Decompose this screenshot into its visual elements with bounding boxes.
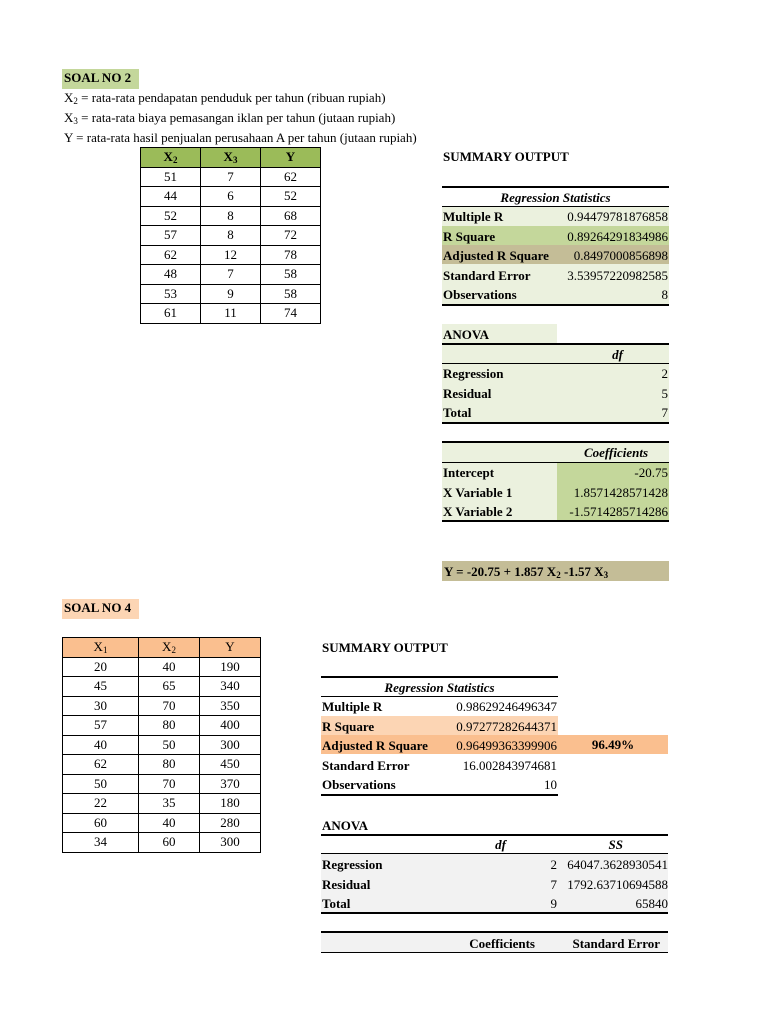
stat-value: 0.96499363399906 bbox=[456, 738, 557, 753]
anova-df: 2 bbox=[661, 366, 668, 381]
stat-value: 0.89264291834986 bbox=[567, 228, 668, 244]
stat-label: R Square bbox=[443, 228, 496, 244]
table-cell: 20 bbox=[63, 657, 139, 677]
stat-label: Adjusted R Square bbox=[322, 738, 428, 753]
table-row bbox=[141, 265, 321, 285]
stat-value: 16.002843974681 bbox=[462, 757, 557, 773]
table-cell: 22 bbox=[63, 794, 139, 814]
stat-label: Standard Error bbox=[443, 267, 531, 283]
table-cell: 40 bbox=[139, 813, 200, 833]
header-x3: $X_3$ bbox=[201, 148, 261, 168]
table-cell: 6 bbox=[201, 187, 261, 207]
table-cell: 62 bbox=[141, 245, 201, 265]
table-cell: 74 bbox=[261, 304, 321, 324]
table-row bbox=[141, 245, 321, 265]
soal4-table-body bbox=[63, 657, 261, 852]
table-cell: 58 bbox=[261, 265, 321, 285]
stat-label: Multiple R bbox=[322, 699, 383, 714]
header-y: Y bbox=[200, 638, 261, 658]
soal4-anova-title: ANOVA bbox=[322, 818, 368, 833]
table-cell: 62 bbox=[63, 755, 139, 775]
anova-label: Residual bbox=[443, 385, 492, 401]
soal2-equation: Y = -20.75 + 1.857 $X_2$ -1.57 $X_3$ bbox=[444, 564, 609, 580]
table-cell: 52 bbox=[141, 206, 201, 226]
table-row bbox=[141, 226, 321, 246]
table-row bbox=[63, 696, 261, 716]
anova-label: Total bbox=[322, 896, 351, 911]
table-cell: 52 bbox=[261, 187, 321, 207]
anova-label: Residual bbox=[322, 876, 371, 892]
soal2-title: SOAL NO 2 bbox=[64, 70, 132, 85]
soal4-anova-ss-header: SS bbox=[608, 837, 623, 852]
stat-label: Standard Error bbox=[322, 757, 410, 773]
table-cell: 9 bbox=[201, 284, 261, 304]
table-row bbox=[63, 716, 261, 736]
table-cell: 50 bbox=[63, 774, 139, 794]
table-cell: 57 bbox=[63, 716, 139, 736]
table-row bbox=[141, 167, 321, 187]
table-row bbox=[141, 206, 321, 226]
stat-label: Observations bbox=[322, 777, 396, 792]
table-cell: 34 bbox=[63, 833, 139, 853]
table-row bbox=[141, 187, 321, 207]
stat-label: Multiple R bbox=[443, 209, 504, 224]
table-cell: 400 bbox=[200, 716, 261, 736]
soal4-title: SOAL NO 4 bbox=[64, 600, 132, 615]
table-row bbox=[63, 813, 261, 833]
stat-label: R Square bbox=[322, 718, 375, 734]
header-x2: $X_2$ bbox=[141, 148, 201, 168]
table-cell: 7 bbox=[201, 265, 261, 285]
stat-value: 8 bbox=[661, 287, 668, 302]
soal2-anova-df-header: df bbox=[612, 347, 623, 362]
table-cell: 72 bbox=[261, 226, 321, 246]
anova-label: Regression bbox=[443, 366, 504, 381]
soal2-coef-header: Coefficients bbox=[583, 445, 648, 460]
table-cell: 51 bbox=[141, 167, 201, 187]
header-x1: $X_1$ bbox=[63, 638, 139, 658]
soal4-anova-df-header: df bbox=[495, 837, 506, 852]
table-cell: 40 bbox=[139, 657, 200, 677]
table-row bbox=[63, 833, 261, 853]
anova-label: Total bbox=[443, 405, 472, 420]
soal4-summary-title: SUMMARY OUTPUT bbox=[322, 640, 448, 655]
table-cell: 280 bbox=[200, 813, 261, 833]
coef-value: -1.5714285714286 bbox=[569, 504, 668, 519]
table-cell: 80 bbox=[139, 755, 200, 775]
coef-label: X Variable 1 bbox=[443, 484, 513, 500]
anova-ss: 1792.63710694588 bbox=[567, 876, 668, 892]
stat-value: 0.98629246496347 bbox=[456, 699, 557, 714]
stat-value: 0.94479781876858 bbox=[567, 209, 668, 224]
soal2-reg-stats-header: Regression Statistics bbox=[500, 190, 611, 205]
table-cell: 61 bbox=[141, 304, 201, 324]
table-cell: 78 bbox=[261, 245, 321, 265]
coef-label: X Variable 2 bbox=[443, 504, 513, 519]
anova-ss: 64047.3628930541 bbox=[567, 857, 668, 872]
soal4-coef-header: Coefficients bbox=[469, 936, 535, 951]
table-cell: 12 bbox=[201, 245, 261, 265]
coef-label: Intercept bbox=[443, 465, 495, 480]
soal2-summary-title: SUMMARY OUTPUT bbox=[443, 149, 569, 164]
table-cell: 11 bbox=[201, 304, 261, 324]
table-cell: 48 bbox=[141, 265, 201, 285]
table-cell: 60 bbox=[63, 813, 139, 833]
table-row bbox=[63, 735, 261, 755]
anova-df: 9 bbox=[550, 896, 557, 911]
anova-ss: 65840 bbox=[635, 896, 668, 911]
table-cell: 350 bbox=[200, 696, 261, 716]
table-cell: 450 bbox=[200, 755, 261, 775]
anova-df: 2 bbox=[550, 857, 557, 872]
table-row bbox=[141, 284, 321, 304]
table-cell: 30 bbox=[63, 696, 139, 716]
coef-value: -20.75 bbox=[634, 465, 668, 480]
soal4-se-header: Standard Error bbox=[572, 936, 660, 951]
table-row bbox=[63, 657, 261, 677]
table-cell: 340 bbox=[200, 677, 261, 697]
table-cell: 40 bbox=[63, 735, 139, 755]
soal2-table-body bbox=[141, 167, 321, 323]
table-cell: 7 bbox=[201, 167, 261, 187]
table-cell: 370 bbox=[200, 774, 261, 794]
table-cell: 57 bbox=[141, 226, 201, 246]
table-cell: 70 bbox=[139, 696, 200, 716]
table-cell: 62 bbox=[261, 167, 321, 187]
table-cell: 44 bbox=[141, 187, 201, 207]
table-cell: 300 bbox=[200, 735, 261, 755]
table-cell: 8 bbox=[201, 226, 261, 246]
table-row bbox=[141, 304, 321, 324]
coef-value: 1.8571428571428 bbox=[573, 484, 668, 500]
table-cell: 70 bbox=[139, 774, 200, 794]
header-x2: $X_2$ bbox=[139, 638, 200, 658]
table-row bbox=[63, 774, 261, 794]
soal4-reg-stats-header: Regression Statistics bbox=[384, 680, 495, 695]
stat-label: Adjusted R Square bbox=[443, 248, 549, 263]
table-cell: 45 bbox=[63, 677, 139, 697]
table-cell: 65 bbox=[139, 677, 200, 697]
table-cell: 50 bbox=[139, 735, 200, 755]
table-cell: 300 bbox=[200, 833, 261, 853]
stat-label: Observations bbox=[443, 287, 517, 302]
table-cell: 35 bbox=[139, 794, 200, 814]
anova-df: 7 bbox=[550, 876, 557, 892]
table-cell: 80 bbox=[139, 716, 200, 736]
table-row bbox=[63, 794, 261, 814]
stat-value: 0.97277282644371 bbox=[456, 718, 557, 734]
header-y: Y bbox=[261, 148, 321, 168]
soal2-desc-x3: $X_3$ = rata-rata biaya pemasangan iklan per tahun (jutaan rupiah) bbox=[64, 110, 396, 126]
stat-value: 10 bbox=[544, 777, 557, 792]
soal2-anova-title: ANOVA bbox=[443, 327, 489, 342]
stat-value: 0.8497000856898 bbox=[573, 248, 668, 263]
soal2-desc-x2: $X_2$ = rata-rata pendapatan penduduk per tahun (ribuan rupiah) bbox=[64, 90, 386, 106]
table-cell: 8 bbox=[201, 206, 261, 226]
table-row bbox=[63, 755, 261, 775]
table-cell: 190 bbox=[200, 657, 261, 677]
soal2-data-table bbox=[140, 147, 321, 324]
soal4-data-table bbox=[62, 637, 261, 853]
table-row bbox=[63, 677, 261, 697]
table-cell: 180 bbox=[200, 794, 261, 814]
anova-df: 5 bbox=[661, 385, 668, 401]
anova-label: Regression bbox=[322, 857, 383, 872]
table-cell: 53 bbox=[141, 284, 201, 304]
soal2-desc-y: Y = rata-rata hasil penjualan perusahaan A per tahun (jutaan rupiah) bbox=[64, 130, 417, 145]
table-cell: 58 bbox=[261, 284, 321, 304]
stat-value: 3.53957220982585 bbox=[567, 267, 668, 283]
soal4-adj-percent: 96.49% bbox=[591, 737, 635, 752]
table-cell: 60 bbox=[139, 833, 200, 853]
anova-df: 7 bbox=[661, 405, 668, 420]
table-cell: 68 bbox=[261, 206, 321, 226]
